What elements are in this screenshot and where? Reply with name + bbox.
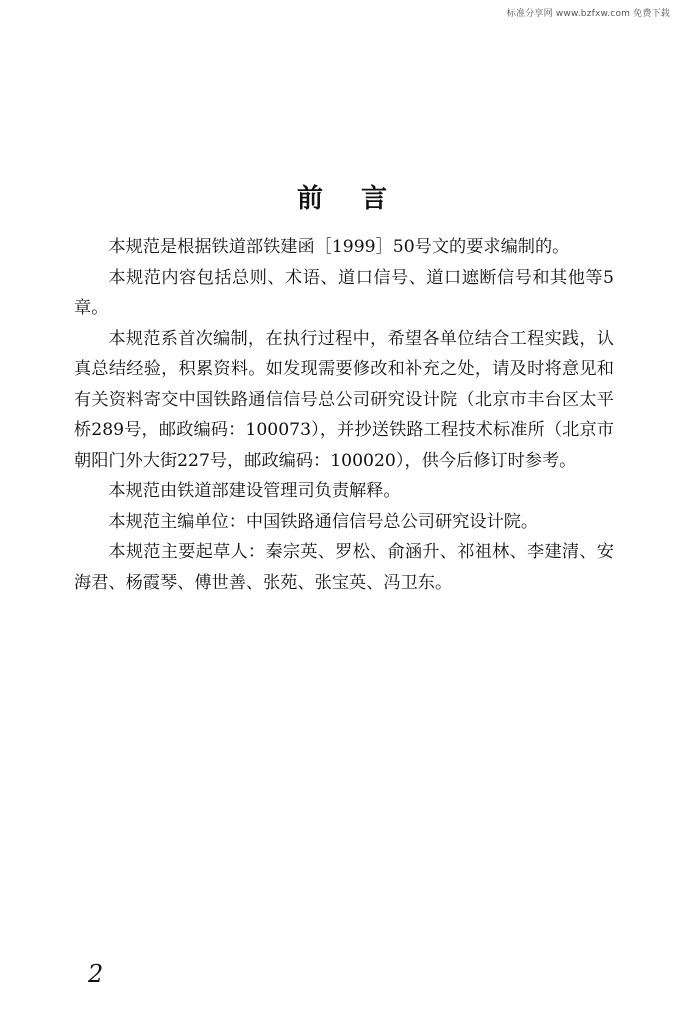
paragraph-feedback: 本规范系首次编制，在执行过程中，希望各单位结合工程实践，认真总结经验，积累资料。如发现需要修改和补充之处，请及时将意见和有关资料寄交中国铁路通信信号总公司研究设计院（北京市丰台区太平桥289号，邮政编码：100073），并抄送铁路工程技术标准所（北京市朝阳门外大街227号，邮政编码：100020），供今后修订时参考。 [74, 328, 614, 471]
site-watermark: 标准分享网 www.bzfxw.com 免费下载 [506, 9, 670, 19]
page-number: 2 [88, 960, 104, 988]
preface-body [74, 232, 614, 598]
paragraph-basis: 本规范是根据铁道部铁建函［1999］50号文的要求编制的。 [108, 237, 570, 257]
paragraph-contents: 本规范内容包括总则、术语、道口信号、道口遮断信号和其他等5章。 [74, 267, 614, 318]
paragraph-interpretation: 本规范由铁道部建设管理司负责解释。 [108, 481, 401, 501]
page-title: 前言 [296, 184, 425, 214]
paragraph-drafters: 本规范主要起草人：秦宗英、罗松、俞涵升、祁祖林、李建清、安海君、杨霞琴、傅世善、张苑、张宝英、冯卫东。 [74, 542, 614, 593]
paragraph-chief-editor: 本规范主编单位：中国铁路通信信号总公司研究设计院。 [108, 511, 539, 532]
